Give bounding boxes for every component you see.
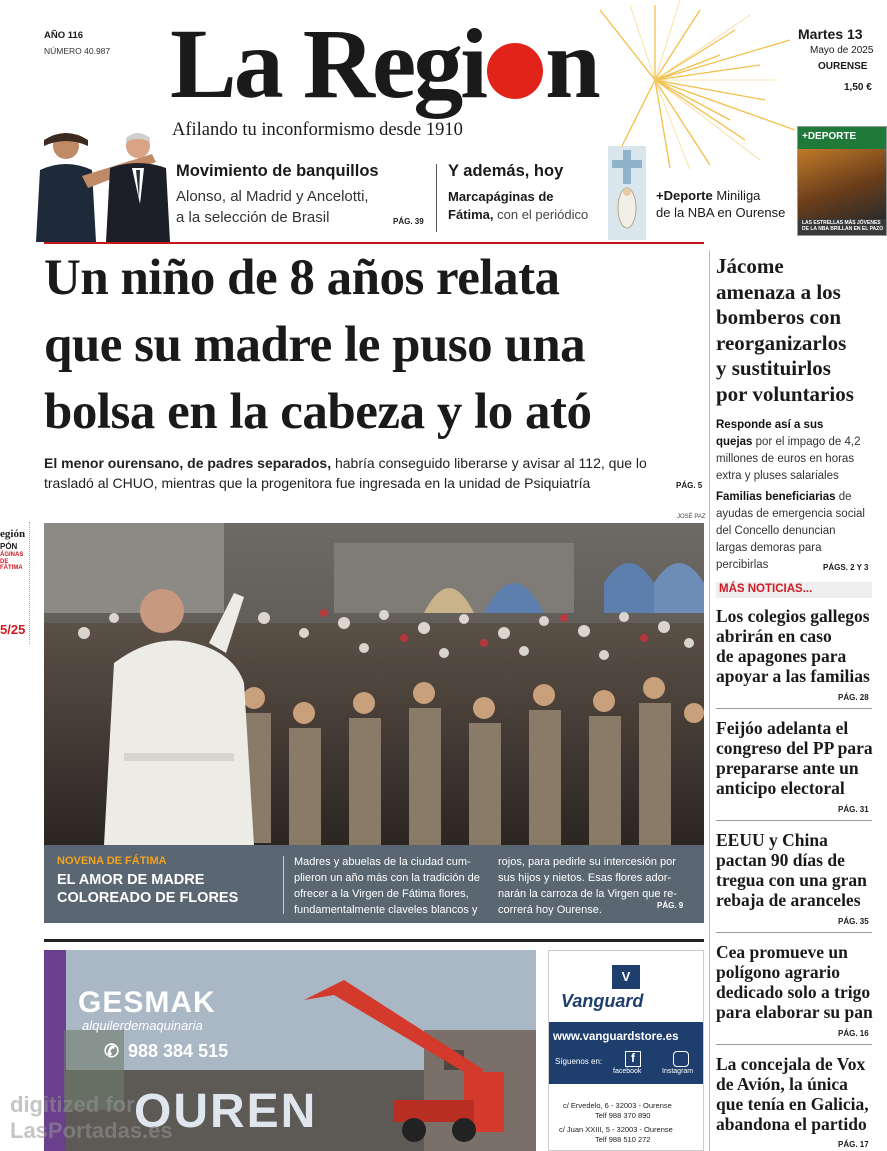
page-reference: PÁG. 28 xyxy=(838,693,869,702)
news-headline[interactable]: EEUU y China xyxy=(716,830,828,850)
coaches-photo xyxy=(32,124,172,242)
teaser-ademas-text: Fátima, con el periódico xyxy=(448,207,589,222)
divider xyxy=(716,932,872,933)
sidebar-lead-headline[interactable]: reorganizarlos xyxy=(716,330,847,355)
news-headline[interactable]: Feijóo adelanta el xyxy=(716,718,849,738)
page-reference: PÁG. 39 xyxy=(393,217,424,226)
sidebar-lead-headline[interactable]: amenaza a los xyxy=(716,279,841,304)
fragment-text: PÓN xyxy=(0,542,18,551)
news-headline[interactable]: para elaborar su pan xyxy=(716,1002,873,1022)
vanguard-follow-label: Síguenos en: xyxy=(555,1057,603,1066)
news-headline[interactable]: anticipo electoral xyxy=(716,778,845,798)
divider xyxy=(283,856,284,914)
sidebar-lead-text: del Concello denuncian xyxy=(716,525,836,537)
fatima-novena-photo[interactable] xyxy=(44,523,704,845)
photo-title[interactable]: EL AMOR DE MADRE xyxy=(57,872,205,888)
teaser-deporte-text[interactable]: +Deporte Miniliga xyxy=(656,188,761,203)
divider xyxy=(44,242,704,244)
sidebar-lead-headline[interactable]: y sustituirlos xyxy=(716,356,831,380)
fragment-text: 5/25 xyxy=(0,622,26,637)
divider xyxy=(44,939,704,942)
deporte-supplement-cover[interactable] xyxy=(797,126,887,236)
page-reference: PÁGS. 2 Y 3 xyxy=(823,563,869,572)
divider xyxy=(716,708,872,709)
page-reference: PÁG. 17 xyxy=(838,1140,869,1149)
cover-photo xyxy=(798,149,887,219)
teaser-ademas-text: Marcapáginas de xyxy=(448,189,554,204)
gesmak-phone: 988 384 515 xyxy=(128,1041,229,1061)
main-subheadline: El menor ourensano, de padres separados, habría conseguido liberarse y avisar al 112, que lo xyxy=(44,455,647,471)
date-month: Mayo de 2025 xyxy=(810,45,874,56)
teaser-banquillos-text: Alonso, al Madrid y Ancelotti, xyxy=(176,188,369,205)
bookmark-image xyxy=(608,146,646,240)
vanguard-address: c/ Ervedelo, 6 - 32003 - Ourense xyxy=(563,1101,672,1110)
teaser-ademas-title[interactable]: Y además, hoy xyxy=(448,162,564,180)
main-headline[interactable]: que su madre le puso una xyxy=(44,317,586,373)
news-headline[interactable]: pactan 90 días de xyxy=(716,850,845,870)
divider xyxy=(716,1044,872,1045)
news-headline[interactable]: La concejala de Vox xyxy=(716,1054,866,1074)
instagram-icon[interactable] xyxy=(673,1051,689,1067)
sidebar-lead-text: Familias beneficiarias de xyxy=(716,491,852,503)
photo-caption-text: ofrecer a la Virgen de Fátima flores, xyxy=(294,888,469,900)
page-reference: PÁG. 16 xyxy=(838,1029,869,1038)
more-news-label: MÁS NOTICIAS... xyxy=(719,583,813,595)
sidebar-lead-text: Responde así a sus xyxy=(716,419,824,431)
news-headline[interactable]: apoyar a las familias xyxy=(716,666,870,686)
news-headline[interactable]: de apagones para xyxy=(716,646,847,666)
cover-caption: LAS ESTRELLAS MÁS JÓVENES DE LA NBA BRILLAN EN EL PAZO xyxy=(802,220,884,232)
news-headline[interactable]: que tenía en Galicia, xyxy=(716,1094,869,1114)
watermark: digitized for LasPortadas.es xyxy=(10,1092,173,1143)
sidebar-lead-headline[interactable]: por voluntarios xyxy=(716,381,854,406)
adjacent-page-fragment xyxy=(0,522,30,644)
gesmak-phone-icon: ✆ xyxy=(104,1041,120,1061)
news-headline[interactable]: tregua con una gran xyxy=(716,870,867,890)
news-headline[interactable]: Los colegios gallegos xyxy=(716,606,870,626)
gesmak-slogan: alquilerdemaquinaria xyxy=(82,1018,203,1033)
main-subheadline: trasladó al CHUO, mientras que la progenitora fue ingresada en la unidad de Psiquiatría xyxy=(44,475,591,491)
photo-credit: JOSÉ PAZ xyxy=(677,514,706,520)
cover-label: +DEPORTE xyxy=(802,131,857,142)
photo-caption-text: rojos, para pedirle su intercesión por xyxy=(498,856,676,868)
edition-city: OURENSE xyxy=(818,61,868,72)
sidebar-lead-headline[interactable]: bomberos con xyxy=(716,305,842,329)
date-day: Martes 13 xyxy=(798,26,863,42)
vanguard-ad[interactable] xyxy=(548,950,704,1151)
sidebar-lead-text: largas demoras para xyxy=(716,542,822,554)
sidebar-lead-text: percibirlas xyxy=(716,559,769,571)
facebook-label: facebook xyxy=(613,1068,642,1075)
photo-kicker: NOVENA DE FÁTIMA xyxy=(57,855,167,867)
tagline: Afilando tu inconformismo desde 1910 xyxy=(172,120,463,140)
issue-number: NÚMERO 40.987 xyxy=(44,46,111,56)
logo-red-dot xyxy=(487,43,543,99)
sidebar-lead-text: millones de euros en horas xyxy=(716,453,855,465)
teaser-banquillos-title[interactable]: Movimiento de banquillos xyxy=(176,162,379,180)
vanguard-address: c/ Juan XXIII, 5 - 32003 - Ourense xyxy=(559,1125,673,1134)
news-headline[interactable]: abandona el partido xyxy=(716,1114,867,1134)
price: 1,50 € xyxy=(844,82,872,93)
vanguard-url[interactable]: www.vanguardstore.es xyxy=(553,1031,679,1043)
news-headline[interactable]: abrirán en caso xyxy=(716,626,832,646)
photo-title[interactable]: COLOREADO DE FLORES xyxy=(57,890,239,906)
photo-caption-text: fundamentalmente claveles blancos y xyxy=(294,904,478,916)
gesmak-logo: GESMAK xyxy=(78,986,216,1019)
instagram-label: Instagram xyxy=(662,1068,694,1075)
news-headline[interactable]: Cea promueve un xyxy=(716,942,848,962)
sidebar-lead-headline[interactable]: Jácome xyxy=(716,254,784,278)
teaser-banquillos-text: a la selección de Brasil xyxy=(176,209,330,226)
sidebar-lead-text: extra y pluses salariales xyxy=(716,470,839,482)
issue-year: AÑO 116 xyxy=(44,30,84,41)
newspaper-logo: La Regi n xyxy=(170,8,598,119)
teaser-deporte-text: de la NBA en Ourense xyxy=(656,205,786,220)
sidebar-lead-text: quejas por el impago de 4,2 xyxy=(716,436,861,448)
page-reference: PÁG. 31 xyxy=(838,805,869,814)
news-headline[interactable]: rebaja de aranceles xyxy=(716,890,861,910)
divider xyxy=(436,164,437,232)
vanguard-phone: Telf 988 370 890 xyxy=(595,1111,651,1120)
news-headline[interactable]: de Avión, la única xyxy=(716,1074,848,1094)
news-headline[interactable]: congreso del PP para xyxy=(716,738,873,758)
main-headline[interactable]: bolsa en la cabeza y lo ató xyxy=(44,384,592,440)
fragment-text: egión xyxy=(0,528,26,540)
ourense-sign: OUREN xyxy=(134,1085,318,1138)
facebook-icon[interactable]: f xyxy=(625,1051,641,1067)
page-reference: PÁG. 35 xyxy=(838,917,869,926)
photo-caption-text: correrá hoy Ourense. xyxy=(498,904,602,916)
photo-caption-text: sus hijos y nietos. Esas flores ador- xyxy=(498,872,672,884)
divider xyxy=(716,820,872,821)
photo-caption-text: Madres y abuelas de la ciudad cum- xyxy=(294,856,471,868)
page-reference: PÁG. 9 xyxy=(657,901,684,910)
divider xyxy=(709,250,710,1151)
photo-caption-text: narán la carroza de la Virgen que re- xyxy=(498,888,677,900)
news-headline[interactable]: dedicado solo a trigo xyxy=(716,982,871,1002)
main-headline[interactable]: Un niño de 8 años relata xyxy=(44,250,560,306)
news-headline[interactable]: prepararse ante un xyxy=(716,758,859,778)
vanguard-logo-icon: V xyxy=(612,965,640,989)
page-reference: PÁG. 5 xyxy=(676,481,703,490)
fragment-text: ÁGINAS DE FÁTIMA xyxy=(0,552,24,572)
news-headline[interactable]: polígono agrario xyxy=(716,962,840,982)
sidebar-lead-text: ayudas de emergencia social xyxy=(716,508,865,520)
photo-caption-text: plieron un año más con la tradición de xyxy=(294,872,480,884)
vanguard-phone: Telf 988 510 272 xyxy=(595,1135,651,1144)
vanguard-brand: Vanguard xyxy=(561,991,644,1011)
